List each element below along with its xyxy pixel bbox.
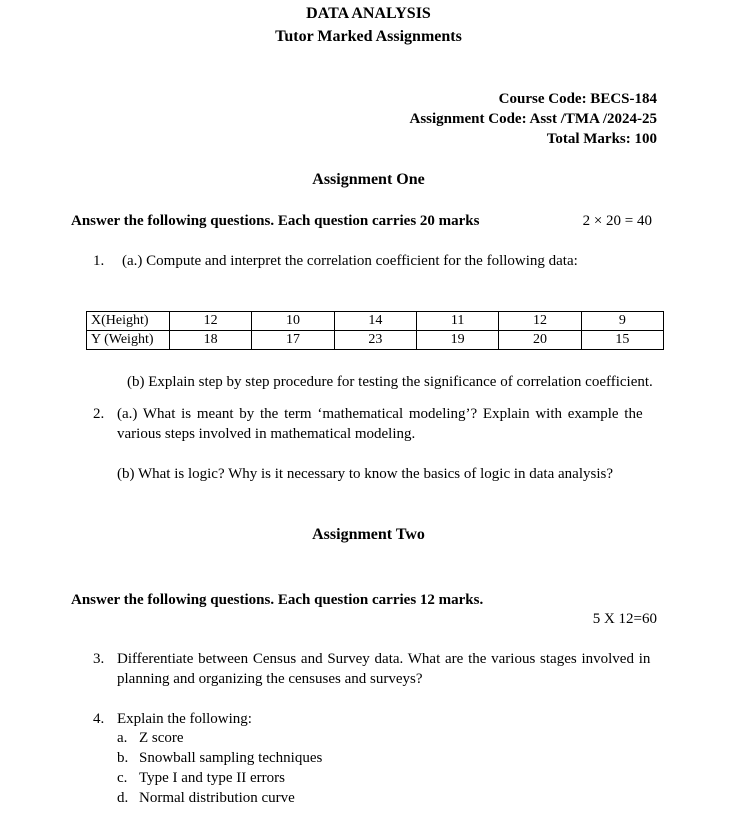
assignment-one-marks: 2 × 20 = 40 [582,213,652,229]
height-weight-table [86,311,664,350]
assignment-code: Assignment Code: Asst /TMA /2024-25 [409,111,657,127]
table-cell: 9 [581,312,663,331]
table-row-label: Y (Weight) [87,331,170,350]
question-3-line-1: Differentiate between Census and Survey data. What are the various stages involved in [117,651,651,667]
course-code: Course Code: BECS-184 [498,91,657,107]
list-item-letter: a. [117,730,128,746]
table-cell: 11 [416,312,498,331]
assignment-two-marks: 5 X 12=60 [592,611,657,627]
table-cell: 17 [252,331,334,350]
table-cell: 19 [416,331,498,350]
assignment-two-heading: Assignment Two [312,526,425,543]
list-item-normal-distribution: Normal distribution curve [139,790,295,806]
list-item-type-errors: Type I and type II errors [139,770,285,786]
question-1-number: 1. [93,253,105,269]
list-item-letter: d. [117,790,129,806]
list-item-letter: b. [117,750,129,766]
table-row-y [87,331,664,350]
question-1b-text: (b) Explain step by step procedure for testing the significance of correlation coefficient. [127,374,653,390]
table-cell: 18 [170,331,252,350]
table-row-label: X(Height) [87,312,170,331]
document-subtitle: Tutor Marked Assignments [275,28,462,45]
table-cell: 20 [499,331,581,350]
total-marks: Total Marks: 100 [546,131,657,147]
question-2a-line-2: various steps involved in mathematical modeling. [117,426,416,442]
table-cell: 12 [170,312,252,331]
question-1a-text: (a.) Compute and interpret the correlation coefficient for the following data: [122,253,578,269]
question-3-number: 3. [93,651,105,667]
question-2-number: 2. [93,406,105,422]
list-item-z-score: Z score [139,730,184,746]
assignment-one-instruction: Answer the following questions. Each question carries 20 marks [71,213,480,229]
question-2a-line-1: (a.) What is meant by the term ‘mathematical modeling’? Explain with example the [117,406,643,422]
assignment-two-instruction: Answer the following questions. Each question carries 12 marks. [71,592,484,608]
table-cell: 12 [499,312,581,331]
list-item-letter: c. [117,770,128,786]
list-item-snowball-sampling: Snowball sampling techniques [139,750,323,766]
question-4-intro: Explain the following: [117,711,252,727]
table-cell: 14 [334,312,416,331]
question-4-number: 4. [93,711,105,727]
table-cell: 15 [581,331,663,350]
question-3-line-2: planning and organizing the censuses and surveys? [117,671,423,687]
document-title: DATA ANALYSIS [306,5,431,22]
table-cell: 10 [252,312,334,331]
table-row-x [87,312,664,331]
table-cell: 23 [334,331,416,350]
assignment-one-heading: Assignment One [312,171,425,188]
question-2b-text: (b) What is logic? Why is it necessary to know the basics of logic in data analysis? [117,466,613,482]
